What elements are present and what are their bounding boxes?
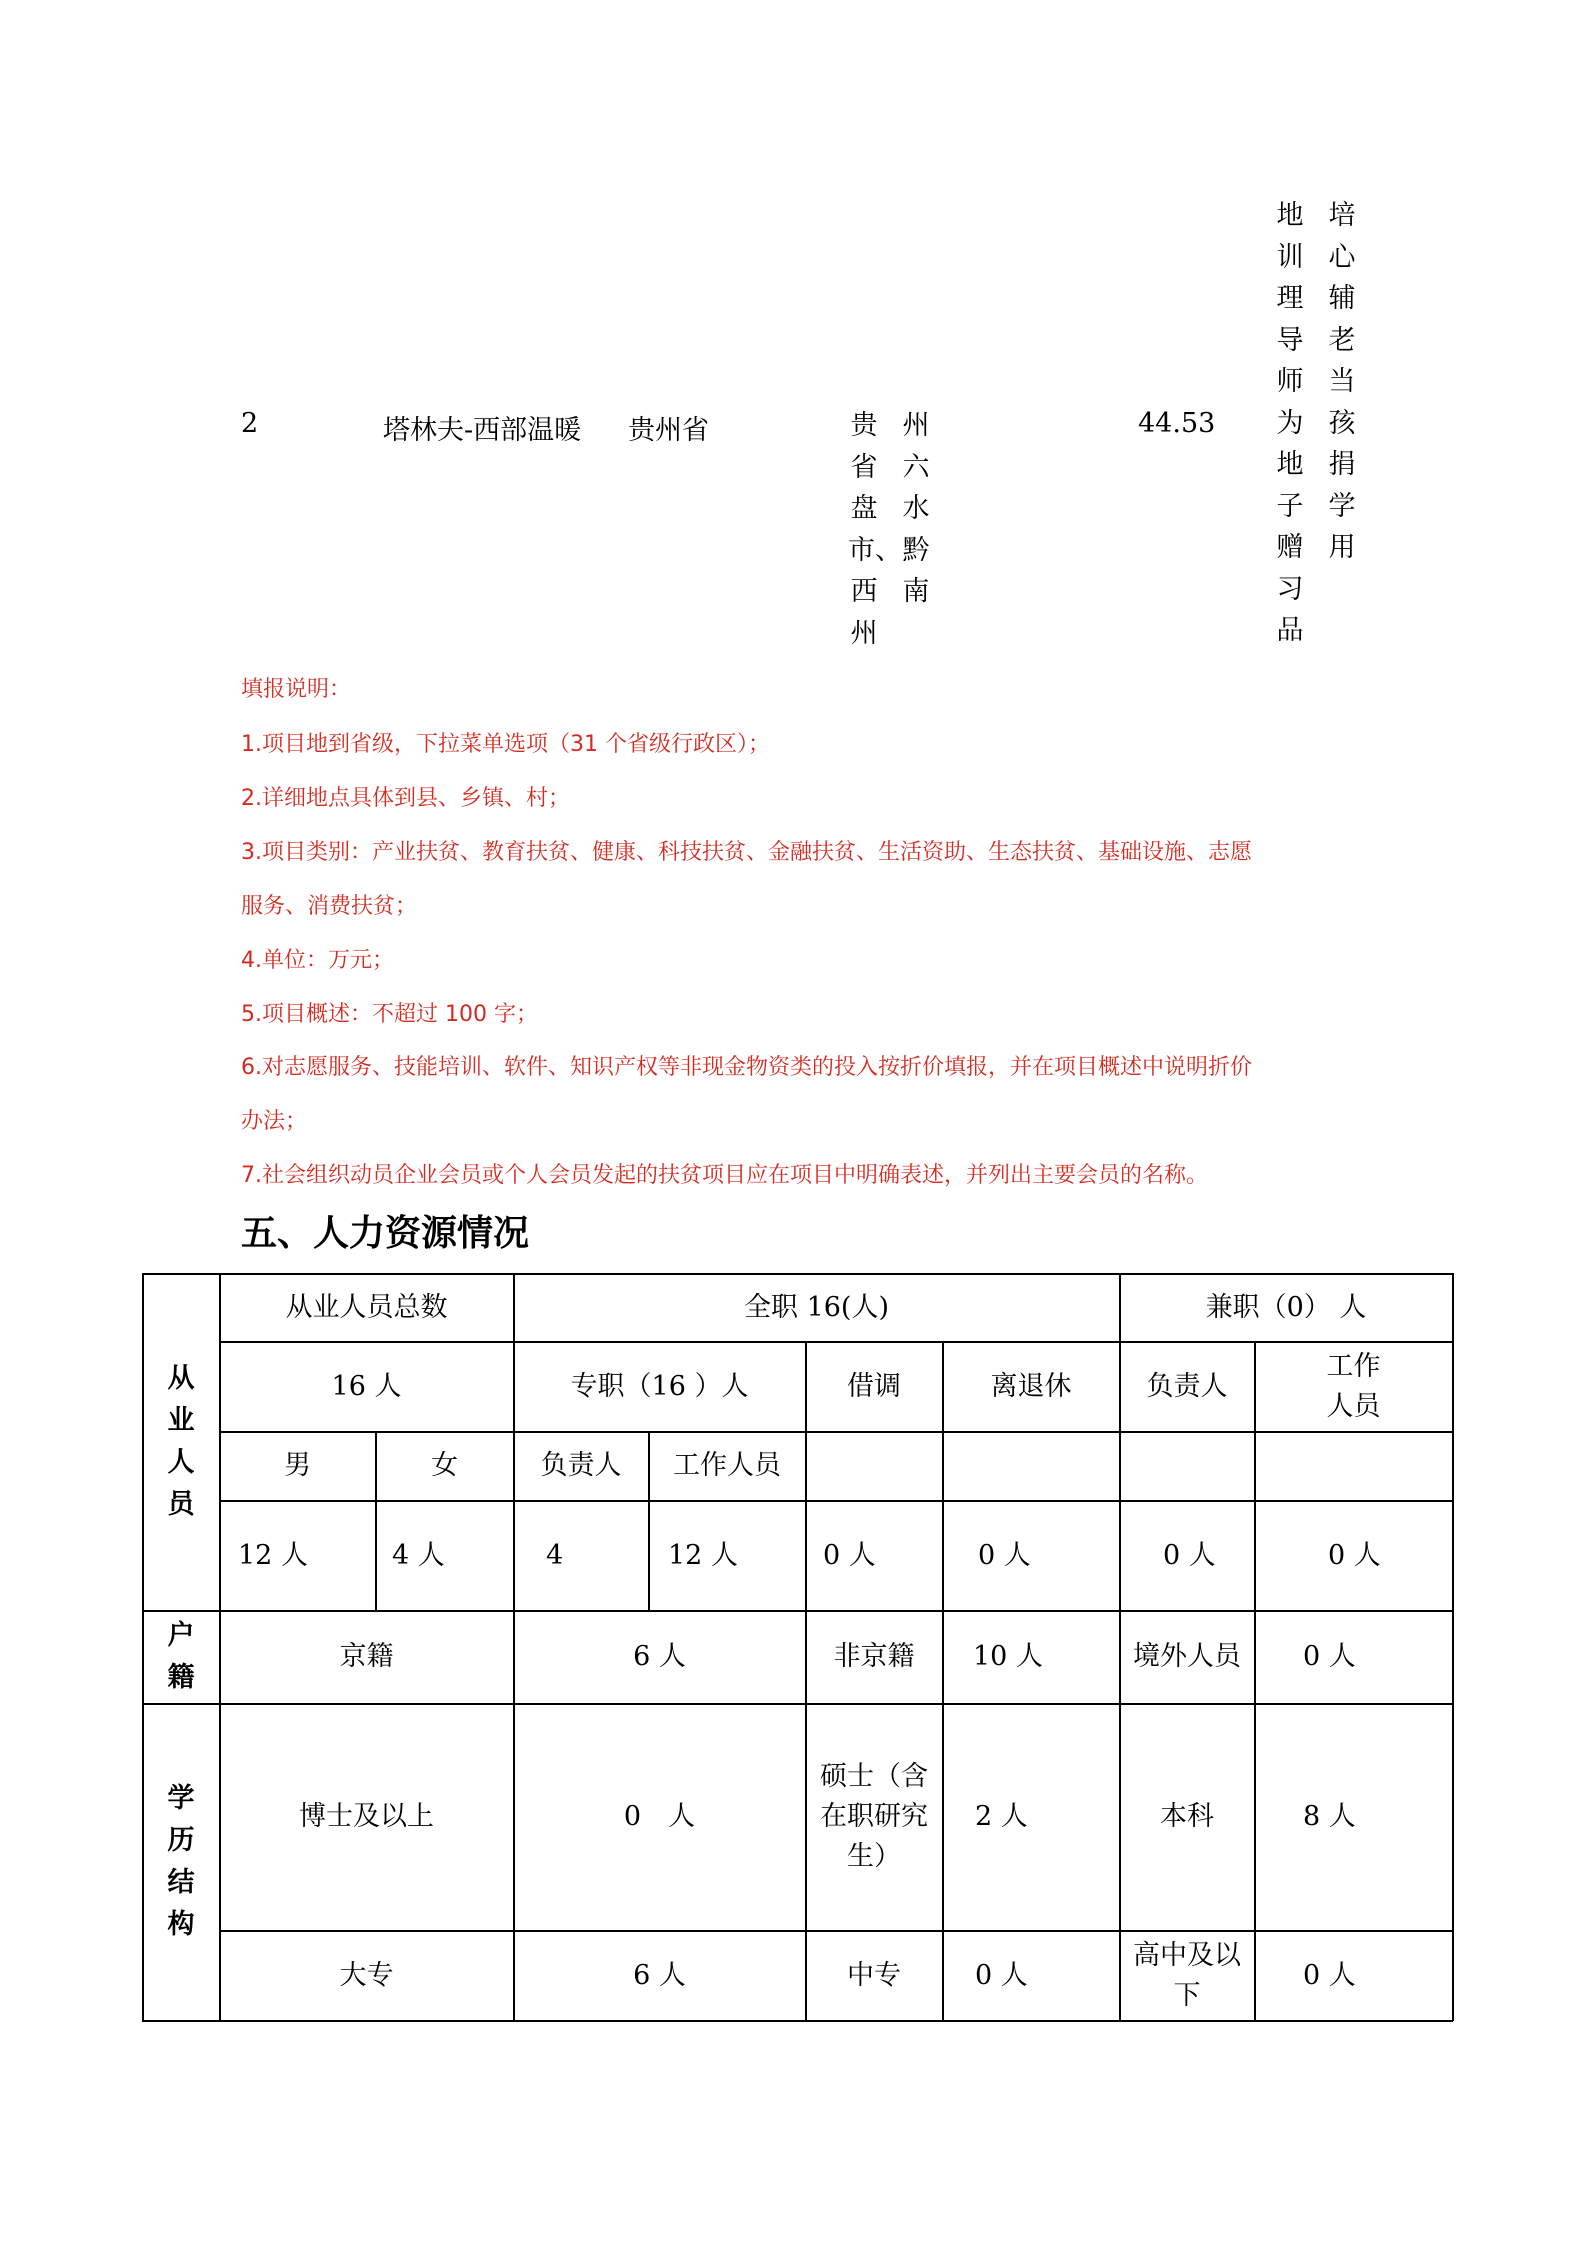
cell-non-beijing: 10 人	[973, 1641, 1043, 1672]
project-summary-col2: 培心辅老当孩捐学用	[1328, 200, 1356, 563]
cell-master-label: 硕士（含在职研究生）	[820, 1761, 928, 1872]
group-label-household: 户籍	[167, 1620, 195, 1693]
cell-parttime: 兼职（0） 人	[1205, 1291, 1367, 1323]
project-amount: 44.53	[1138, 408, 1216, 439]
cell-female-label: 女	[431, 1450, 458, 1481]
cell-highschool-label: 高中及以下	[1133, 1939, 1241, 2011]
cell-college: 6 人	[633, 1959, 686, 1991]
cell-pt-leader: 0 人	[1163, 1539, 1216, 1571]
project-province: 贵州省	[628, 415, 709, 446]
cell-bachelor-label: 本科	[1160, 1801, 1214, 1832]
notes-title: 填报说明：	[241, 677, 352, 702]
cell-overseas: 0 人	[1303, 1641, 1356, 1672]
cell-staff: 12 人	[668, 1539, 738, 1571]
cell-pt-staff: 0 人	[1328, 1539, 1381, 1571]
cell-highschool: 0 人	[1303, 1959, 1356, 1991]
note-line: 7.社会组织动员企业会员或个人会员发起的扶贫项目应在项目中明确表述，并列出主要会员的名称。	[241, 1163, 1208, 1188]
cell-bachelor: 8 人	[1303, 1801, 1356, 1832]
project-summary-col1: 地训理导师为地子赠习品	[1276, 200, 1304, 646]
note-line: 3.项目类别：产业扶贫、教育扶贫、健康、科技扶贫、金融扶贫、生活资助、生态扶贫、基础设施、志愿	[241, 840, 1252, 865]
cell-leader-label: 负责人	[540, 1450, 622, 1481]
project-name: 塔林夫-西部温暖	[383, 415, 582, 446]
group-label-staff: 从业人员	[167, 1363, 195, 1520]
cell-dedicated: 专职（16 ）人	[570, 1370, 749, 1402]
project-location-col2: 州六水黔南	[902, 410, 930, 607]
cell-college-label: 大专	[339, 1959, 394, 1991]
cell-secondary-label: 中专	[847, 1959, 901, 1991]
cell-seconded-label: 借调	[847, 1370, 901, 1402]
cell-fulltime: 全职 16(人)	[743, 1291, 889, 1323]
section-title: 五、人力资源情况	[241, 1212, 530, 1254]
cell-male-label: 男	[284, 1450, 311, 1481]
note-line: 办法；	[241, 1109, 308, 1134]
cell-male: 12 人	[238, 1539, 308, 1571]
note-line: 5.项目概述：不超过 100 字；	[241, 1002, 538, 1027]
table-border-bottom	[142, 2020, 1453, 2022]
cell-seconded: 0 人	[823, 1539, 876, 1571]
cell-total: 16 人	[331, 1370, 402, 1402]
note-line: 6.对志愿服务、技能培训、软件、知识产权等非现金物资类的投入按折价填报，并在项目概述中说明折价	[241, 1055, 1252, 1080]
cell-master: 2 人	[975, 1801, 1028, 1832]
cell-beijing-label: 京籍	[339, 1641, 394, 1672]
project-location-col1: 贵省盘市、西州	[848, 410, 902, 649]
cell-staff-label: 工作人员	[673, 1450, 781, 1481]
note-line: 服务、消费扶贫；	[241, 894, 418, 919]
note-line: 2.详细地点具体到县、乡镇、村；	[241, 786, 570, 811]
cell-secondary: 0 人	[975, 1959, 1028, 1991]
group-label-education: 学历结构	[167, 1783, 195, 1940]
cell-total-label: 从业人员总数	[285, 1291, 448, 1323]
note-line: 1.项目地到省级，下拉菜单选项（31 个省级行政区）；	[241, 732, 770, 757]
cell-female: 4 人	[392, 1539, 445, 1571]
cell-doctor: 0 人	[623, 1801, 696, 1832]
table-border-right	[1452, 1273, 1454, 2021]
cell-pt-leader-label: 负责人	[1146, 1370, 1228, 1402]
cell-leader: 4	[546, 1539, 564, 1571]
note-line: 4.单位：万元；	[241, 948, 394, 973]
cell-pt-staff-label: 工作人员	[1326, 1350, 1381, 1422]
project-index: 2	[241, 408, 259, 439]
cell-doctor-label: 博士及以上	[299, 1801, 434, 1832]
cell-overseas-label: 境外人员	[1133, 1641, 1241, 1672]
cell-beijing: 6 人	[633, 1641, 686, 1672]
cell-non-beijing-label: 非京籍	[833, 1641, 915, 1672]
cell-retired: 0 人	[978, 1539, 1031, 1571]
cell-retired-label: 离退休	[990, 1370, 1072, 1402]
